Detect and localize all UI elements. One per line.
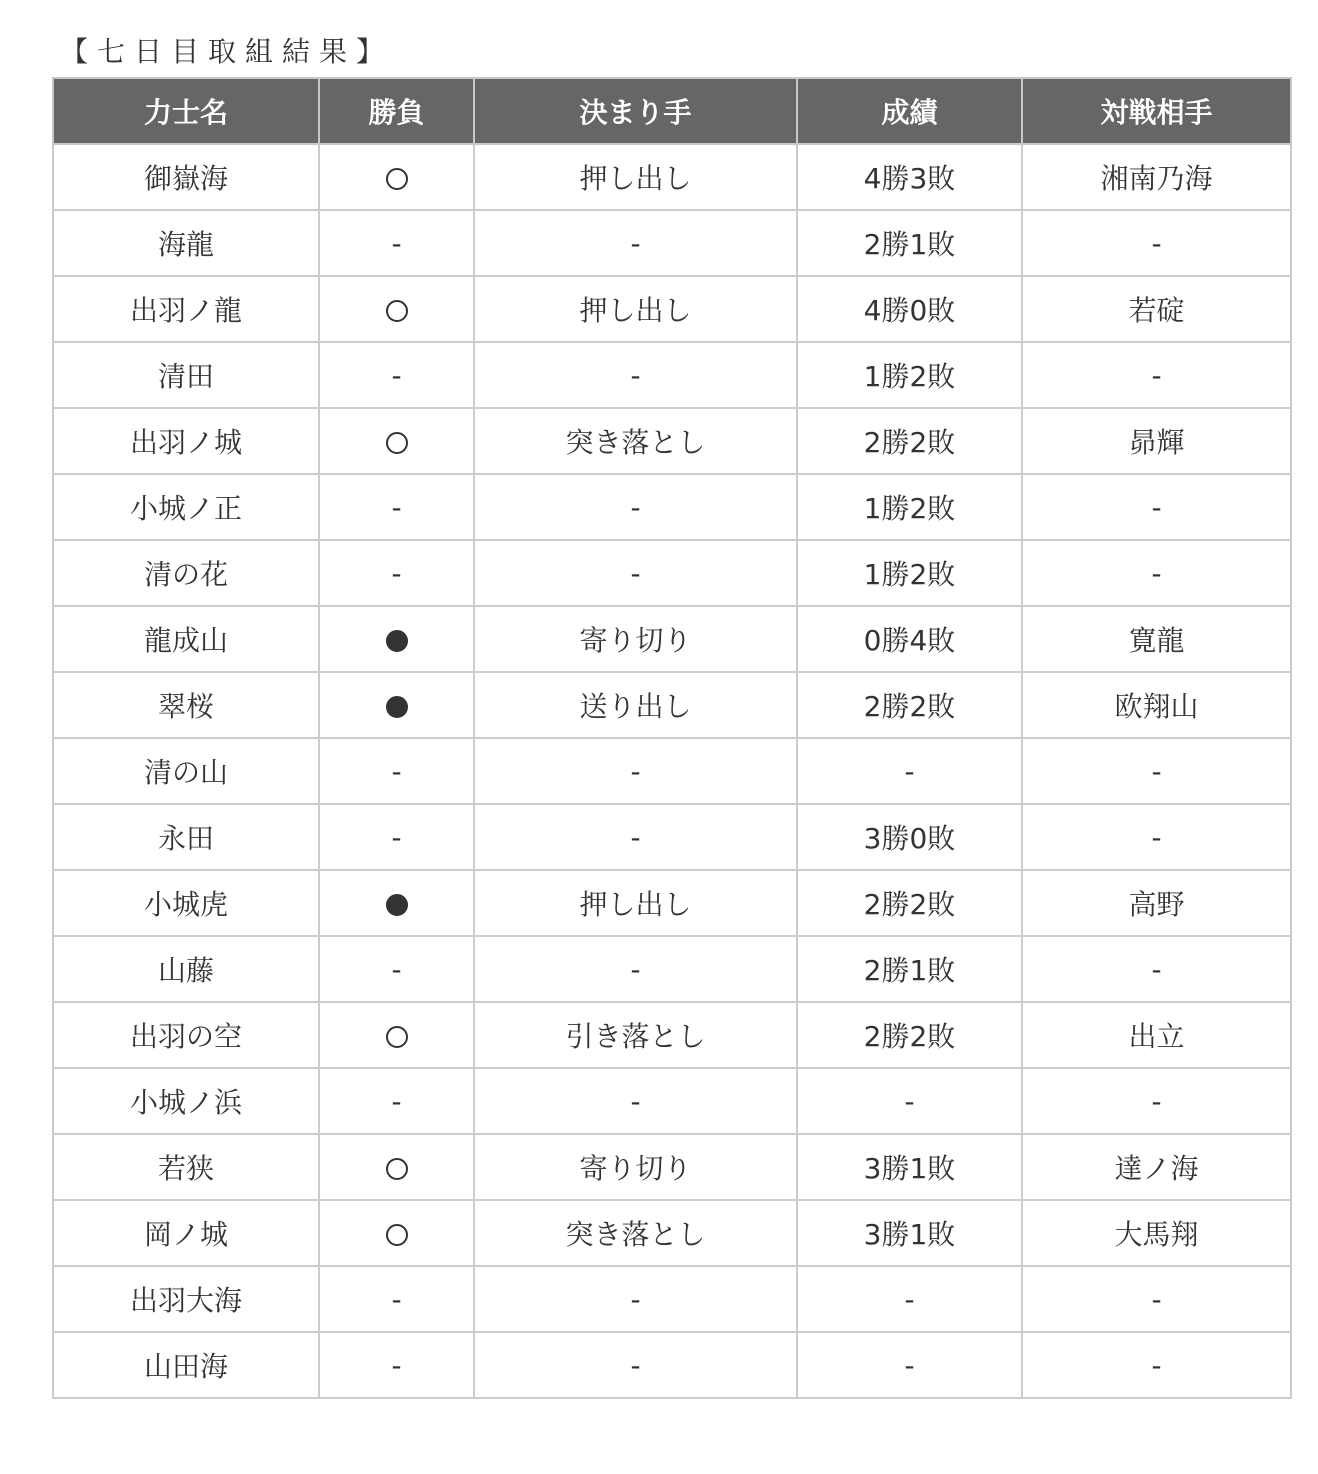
table-row [53,144,1291,210]
table-row [53,738,1291,804]
table-row [53,870,1291,936]
table-body [53,144,1291,1398]
cell-kimarite: 寄り切り [474,1134,797,1200]
win-mark-icon [386,1158,408,1180]
cell-record: 2勝2敗 [797,870,1022,936]
cell-record: 1勝2敗 [797,540,1022,606]
cell-opponent: 寛龍 [1022,606,1291,672]
cell-opponent: - [1022,342,1291,408]
cell-result [319,1200,474,1266]
cell-kimarite: 押し出し [474,276,797,342]
header-kimarite: 決まり手 [474,78,797,144]
cell-kimarite: - [474,342,797,408]
cell-rikishi-name: 出羽ノ龍 [53,276,319,342]
cell-rikishi-name: 清の山 [53,738,319,804]
cell-opponent: - [1022,1068,1291,1134]
table-row [53,672,1291,738]
cell-rikishi-name: 翠桜 [53,672,319,738]
cell-result [319,210,474,276]
table-row [53,342,1291,408]
cell-result [319,738,474,804]
cell-opponent: 湘南乃海 [1022,144,1291,210]
cell-record: - [797,1332,1022,1398]
cell-rikishi-name: 清田 [53,342,319,408]
win-mark-icon [386,432,408,454]
results-section [52,30,1290,1383]
cell-kimarite: 寄り切り [474,606,797,672]
loss-mark-icon [386,630,408,652]
cell-result [319,1266,474,1332]
cell-kimarite: - [474,804,797,870]
result-text: - [391,556,402,590]
cell-rikishi-name: 小城ノ正 [53,474,319,540]
cell-result [319,936,474,1002]
result-text: - [391,754,402,788]
page-title: 【七日目取組結果】 [60,35,394,68]
cell-opponent: - [1022,210,1291,276]
cell-result [319,474,474,540]
table-row [53,1068,1291,1134]
cell-result [319,276,474,342]
table-row [53,1332,1291,1398]
result-text: - [391,820,402,854]
win-mark-icon [386,168,408,190]
cell-rikishi-name: 小城ノ浜 [53,1068,319,1134]
win-mark-icon [386,300,408,322]
cell-opponent: 達ノ海 [1022,1134,1291,1200]
cell-opponent: - [1022,936,1291,1002]
cell-record: - [797,738,1022,804]
cell-result [319,1332,474,1398]
win-mark-icon [386,1026,408,1048]
cell-kimarite: - [474,474,797,540]
cell-record: 2勝2敗 [797,408,1022,474]
win-mark-icon [386,1224,408,1246]
cell-kimarite: - [474,1332,797,1398]
cell-rikishi-name: 出羽大海 [53,1266,319,1332]
cell-rikishi-name: 出羽の空 [53,1002,319,1068]
cell-opponent: - [1022,1266,1291,1332]
cell-kimarite: - [474,1068,797,1134]
cell-opponent: - [1022,804,1291,870]
cell-record: 3勝0敗 [797,804,1022,870]
cell-result [319,1134,474,1200]
result-text: - [391,490,402,524]
cell-record: - [797,1068,1022,1134]
table-row [53,936,1291,1002]
cell-result [319,540,474,606]
cell-kimarite: 引き落とし [474,1002,797,1068]
cell-kimarite: - [474,936,797,1002]
cell-opponent: 出立 [1022,1002,1291,1068]
table-row [53,606,1291,672]
cell-record: 2勝2敗 [797,672,1022,738]
cell-kimarite: - [474,1266,797,1332]
cell-rikishi-name: 山藤 [53,936,319,1002]
cell-rikishi-name: 岡ノ城 [53,1200,319,1266]
cell-rikishi-name: 海龍 [53,210,319,276]
table-row [53,804,1291,870]
cell-opponent: - [1022,738,1291,804]
cell-result [319,408,474,474]
cell-opponent: - [1022,540,1291,606]
result-text: - [391,1282,402,1316]
cell-kimarite: 突き落とし [474,408,797,474]
table-row [53,210,1291,276]
cell-kimarite: 突き落とし [474,1200,797,1266]
result-text: - [391,1084,402,1118]
cell-result [319,870,474,936]
header-opponent: 対戦相手 [1022,78,1291,144]
cell-opponent: - [1022,474,1291,540]
cell-rikishi-name: 清の花 [53,540,319,606]
table-row [53,1200,1291,1266]
loss-mark-icon [386,696,408,718]
cell-result [319,1068,474,1134]
table-header-row [53,78,1291,144]
cell-record: 4勝0敗 [797,276,1022,342]
cell-kimarite: 押し出し [474,144,797,210]
loss-mark-icon [386,894,408,916]
cell-record: 1勝2敗 [797,342,1022,408]
table-row [53,1002,1291,1068]
cell-result [319,342,474,408]
cell-rikishi-name: 龍成山 [53,606,319,672]
cell-record: 3勝1敗 [797,1200,1022,1266]
result-text: - [391,952,402,986]
cell-result [319,606,474,672]
cell-record: 0勝4敗 [797,606,1022,672]
cell-opponent: 若碇 [1022,276,1291,342]
cell-kimarite: - [474,210,797,276]
header-record: 成績 [797,78,1022,144]
result-text: - [391,1348,402,1382]
cell-result [319,1002,474,1068]
cell-opponent: 大馬翔 [1022,1200,1291,1266]
cell-result [319,804,474,870]
cell-opponent: 欧翔山 [1022,672,1291,738]
cell-record: 4勝3敗 [797,144,1022,210]
results-table [52,77,1292,1399]
cell-record: 2勝1敗 [797,210,1022,276]
cell-kimarite: - [474,738,797,804]
result-text: - [391,358,402,392]
cell-opponent: 高野 [1022,870,1291,936]
cell-rikishi-name: 小城虎 [53,870,319,936]
cell-kimarite: 送り出し [474,672,797,738]
cell-record: 3勝1敗 [797,1134,1022,1200]
header-result: 勝負 [319,78,474,144]
cell-kimarite: 押し出し [474,870,797,936]
result-text: - [391,226,402,260]
cell-record: 2勝2敗 [797,1002,1022,1068]
cell-rikishi-name: 永田 [53,804,319,870]
table-row [53,540,1291,606]
cell-rikishi-name: 若狭 [53,1134,319,1200]
table-row [53,1134,1291,1200]
cell-record: 2勝1敗 [797,936,1022,1002]
cell-result [319,144,474,210]
cell-kimarite: - [474,540,797,606]
table-row [53,408,1291,474]
cell-opponent: 昴輝 [1022,408,1291,474]
cell-result [319,672,474,738]
cell-rikishi-name: 山田海 [53,1332,319,1398]
table-row [53,276,1291,342]
header-rikishi-name: 力士名 [53,78,319,144]
table-row [53,1266,1291,1332]
cell-rikishi-name: 御嶽海 [53,144,319,210]
cell-record: - [797,1266,1022,1332]
table-row [53,474,1291,540]
cell-opponent: - [1022,1332,1291,1398]
cell-rikishi-name: 出羽ノ城 [53,408,319,474]
cell-record: 1勝2敗 [797,474,1022,540]
